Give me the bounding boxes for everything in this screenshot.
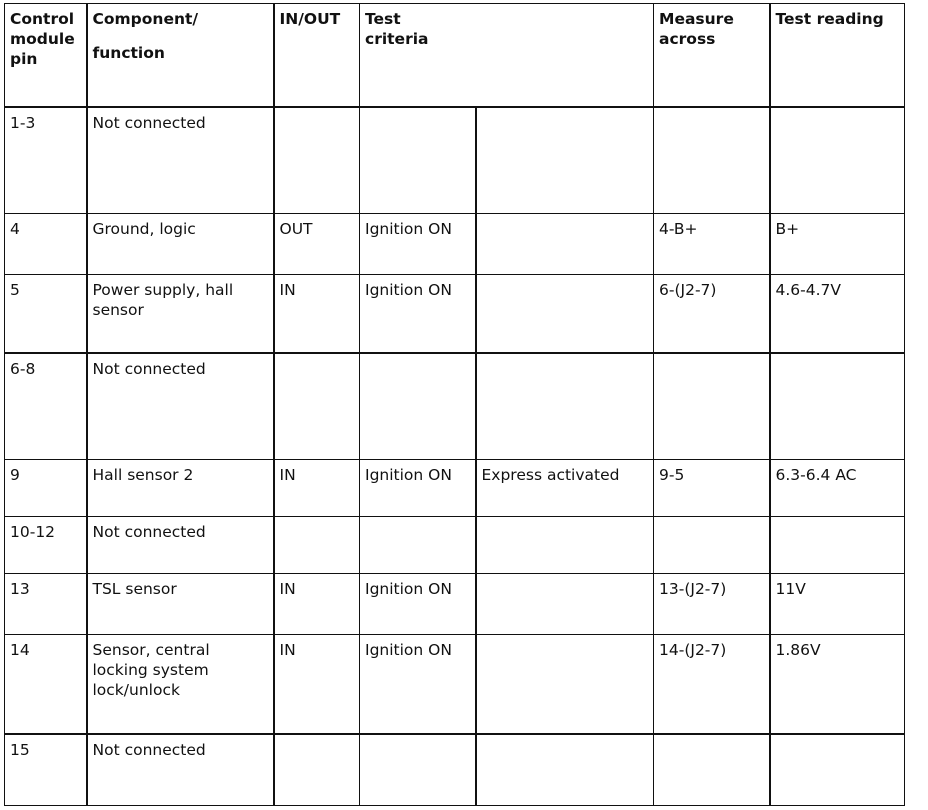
header-measure <box>654 4 770 107</box>
cell-inout <box>274 734 360 806</box>
cell-inout: IN <box>274 275 360 353</box>
cell-reading: 4.6-4.7V <box>770 275 905 353</box>
cell-measure <box>654 734 770 806</box>
cell-measure <box>654 107 770 214</box>
header-component <box>87 4 274 107</box>
pin-test-table <box>4 3 905 806</box>
cell-pin: 4 <box>5 214 87 275</box>
cell-criteria: Ignition ON <box>360 460 476 517</box>
cell-component: Not connected <box>87 734 274 806</box>
header-reading-label: Test reading <box>775 10 884 28</box>
cell-criteria: Ignition ON <box>360 214 476 275</box>
cell-reading <box>770 734 905 806</box>
table-row <box>5 734 905 806</box>
header-row <box>5 4 905 107</box>
cell-reading <box>770 353 905 460</box>
table-row <box>5 353 905 460</box>
cell-pin: 15 <box>5 734 87 806</box>
cell-pin: 9 <box>5 460 87 517</box>
cell-criteria <box>360 107 476 214</box>
cell-inout <box>274 107 360 214</box>
cell-condition: Express activated <box>476 460 654 517</box>
cell-measure: 4-B+ <box>654 214 770 275</box>
cell-measure <box>654 517 770 574</box>
cell-pin: 1-3 <box>5 107 87 214</box>
cell-reading: 11V <box>770 574 905 635</box>
cell-condition <box>476 517 654 574</box>
header-pin-line1: Control <box>10 10 75 28</box>
cell-inout: IN <box>274 635 360 734</box>
cell-condition <box>476 353 654 460</box>
header-reading <box>770 4 905 107</box>
cell-condition <box>476 214 654 275</box>
table-row <box>5 214 905 275</box>
header-pin-line2: module <box>10 30 75 48</box>
cell-component: Sensor, central locking system lock/unlock <box>87 635 274 734</box>
cell-criteria <box>360 353 476 460</box>
cell-condition <box>476 734 654 806</box>
header-criteria <box>360 4 654 107</box>
cell-measure: 9-5 <box>654 460 770 517</box>
header-measure-line2: across <box>659 30 716 48</box>
header-measure-line1: Measure <box>659 10 734 28</box>
cell-criteria: Ignition ON <box>360 635 476 734</box>
table-row <box>5 275 905 353</box>
table-row <box>5 635 905 734</box>
cell-inout: IN <box>274 574 360 635</box>
table-row <box>5 574 905 635</box>
cell-inout <box>274 353 360 460</box>
cell-inout: IN <box>274 460 360 517</box>
cell-pin: 5 <box>5 275 87 353</box>
header-component-line2: function <box>92 44 165 62</box>
cell-measure: 14-(J2-7) <box>654 635 770 734</box>
cell-component: Hall sensor 2 <box>87 460 274 517</box>
cell-condition <box>476 107 654 214</box>
cell-criteria <box>360 517 476 574</box>
table-row <box>5 517 905 574</box>
cell-measure: 13-(J2-7) <box>654 574 770 635</box>
cell-measure <box>654 353 770 460</box>
cell-inout: OUT <box>274 214 360 275</box>
table-row <box>5 460 905 517</box>
cell-pin: 10-12 <box>5 517 87 574</box>
cell-pin: 14 <box>5 635 87 734</box>
cell-measure: 6-(J2-7) <box>654 275 770 353</box>
cell-component: Ground, logic <box>87 214 274 275</box>
cell-inout <box>274 517 360 574</box>
cell-component: Power supply, hall sensor <box>87 275 274 353</box>
header-inout-label: IN/OUT <box>279 10 341 28</box>
header-criteria-line1: Test <box>365 10 401 28</box>
header-pin-line3: pin <box>10 50 38 68</box>
cell-reading <box>770 517 905 574</box>
header-pin <box>5 4 87 107</box>
cell-criteria <box>360 734 476 806</box>
header-inout <box>274 4 360 107</box>
cell-component: Not connected <box>87 353 274 460</box>
cell-criteria: Ignition ON <box>360 275 476 353</box>
cell-pin: 6-8 <box>5 353 87 460</box>
cell-component: Not connected <box>87 107 274 214</box>
cell-reading <box>770 107 905 214</box>
cell-pin: 13 <box>5 574 87 635</box>
cell-condition <box>476 275 654 353</box>
cell-component: TSL sensor <box>87 574 274 635</box>
cell-component: Not connected <box>87 517 274 574</box>
cell-reading: 6.3-6.4 AC <box>770 460 905 517</box>
cell-condition <box>476 574 654 635</box>
header-criteria-line2: criteria <box>365 30 429 48</box>
table-row <box>5 107 905 214</box>
cell-criteria: Ignition ON <box>360 574 476 635</box>
cell-reading: B+ <box>770 214 905 275</box>
header-component-line1: Component/ <box>92 10 199 28</box>
cell-reading: 1.86V <box>770 635 905 734</box>
cell-condition <box>476 635 654 734</box>
